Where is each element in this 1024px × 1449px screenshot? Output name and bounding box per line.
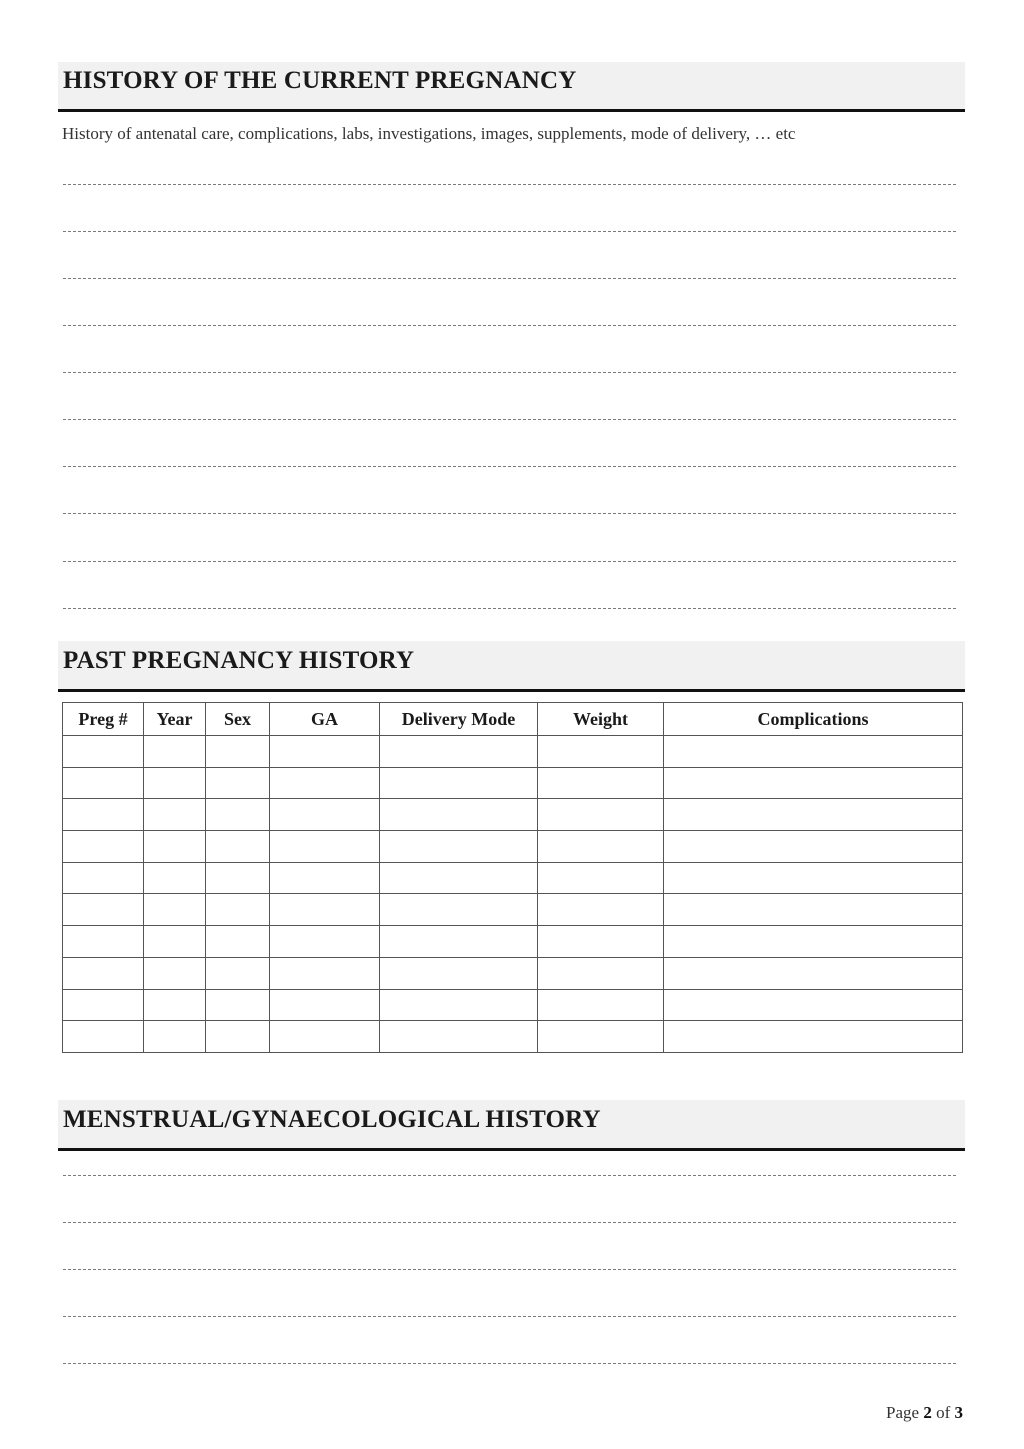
past-pregnancy-title: PAST PREGNANCY HISTORY [63, 647, 415, 674]
write-line[interactable] [63, 608, 956, 609]
past-pregnancy-header [58, 641, 965, 692]
column-header-complications: Complications [664, 703, 963, 736]
cell-delivery-mode[interactable] [380, 894, 538, 926]
cell-ga[interactable] [270, 894, 380, 926]
table-row [63, 767, 963, 799]
cell-sex[interactable] [206, 957, 270, 989]
write-line[interactable] [63, 419, 956, 420]
past-pregnancy-table [62, 702, 963, 1053]
cell-ga[interactable] [270, 862, 380, 894]
cell-complications[interactable] [664, 926, 963, 958]
cell-sex[interactable] [206, 799, 270, 831]
cell-preg[interactable] [63, 799, 144, 831]
cell-complications[interactable] [664, 831, 963, 863]
table-header-row [63, 703, 963, 736]
current-pregnancy-instruction: History of antenatal care, complications, labs, investigations, images, supplements, mode of delivery, … etc [62, 124, 796, 143]
cell-year[interactable] [144, 799, 206, 831]
cell-sex[interactable] [206, 926, 270, 958]
cell-ga[interactable] [270, 926, 380, 958]
column-header-year: Year [144, 703, 206, 736]
table-row [63, 957, 963, 989]
page-total: 3 [954, 1403, 963, 1422]
cell-sex[interactable] [206, 862, 270, 894]
cell-ga[interactable] [270, 989, 380, 1021]
cell-complications[interactable] [664, 894, 963, 926]
write-line[interactable] [63, 325, 956, 326]
column-header-ga: GA [270, 703, 380, 736]
write-line[interactable] [63, 1316, 956, 1317]
column-header-delivery-mode: Delivery Mode [380, 703, 538, 736]
cell-year[interactable] [144, 736, 206, 768]
write-line[interactable] [63, 1269, 956, 1270]
write-line[interactable] [63, 513, 956, 514]
write-line[interactable] [63, 1222, 956, 1223]
write-line[interactable] [63, 466, 956, 467]
cell-year[interactable] [144, 957, 206, 989]
write-line[interactable] [63, 231, 956, 232]
cell-delivery-mode[interactable] [380, 799, 538, 831]
cell-year[interactable] [144, 831, 206, 863]
cell-weight[interactable] [538, 894, 664, 926]
cell-preg[interactable] [63, 926, 144, 958]
cell-preg[interactable] [63, 862, 144, 894]
cell-preg[interactable] [63, 1021, 144, 1053]
table-row [63, 1021, 963, 1053]
cell-weight[interactable] [538, 831, 664, 863]
cell-year[interactable] [144, 767, 206, 799]
cell-ga[interactable] [270, 957, 380, 989]
cell-sex[interactable] [206, 894, 270, 926]
table-row [63, 799, 963, 831]
column-header-sex: Sex [206, 703, 270, 736]
cell-delivery-mode[interactable] [380, 862, 538, 894]
cell-complications[interactable] [664, 736, 963, 768]
cell-delivery-mode[interactable] [380, 736, 538, 768]
table-row [63, 894, 963, 926]
write-line[interactable] [63, 372, 956, 373]
cell-year[interactable] [144, 1021, 206, 1053]
column-header-weight: Weight [538, 703, 664, 736]
page-label: Page [886, 1403, 920, 1422]
write-line[interactable] [63, 561, 956, 562]
cell-weight[interactable] [538, 767, 664, 799]
write-line[interactable] [63, 184, 956, 185]
write-line[interactable] [63, 278, 956, 279]
cell-delivery-mode[interactable] [380, 831, 538, 863]
cell-sex[interactable] [206, 989, 270, 1021]
menstrual-title: MENSTRUAL/GYNAECOLOGICAL HISTORY [63, 1106, 601, 1133]
table-body [63, 736, 963, 1053]
cell-delivery-mode[interactable] [380, 926, 538, 958]
cell-complications[interactable] [664, 957, 963, 989]
cell-delivery-mode[interactable] [380, 957, 538, 989]
menstrual-header [58, 1100, 965, 1151]
page-of-label: of [936, 1403, 951, 1422]
cell-delivery-mode[interactable] [380, 1021, 538, 1053]
cell-ga[interactable] [270, 736, 380, 768]
cell-ga[interactable] [270, 831, 380, 863]
cell-weight[interactable] [538, 989, 664, 1021]
cell-complications[interactable] [664, 1021, 963, 1053]
cell-year[interactable] [144, 926, 206, 958]
page-current: 2 [923, 1403, 932, 1422]
cell-year[interactable] [144, 862, 206, 894]
cell-preg[interactable] [63, 894, 144, 926]
cell-weight[interactable] [538, 799, 664, 831]
cell-complications[interactable] [664, 767, 963, 799]
table-row [63, 862, 963, 894]
cell-preg[interactable] [63, 736, 144, 768]
current-pregnancy-title: HISTORY OF THE CURRENT PREGNANCY [63, 67, 577, 94]
cell-preg[interactable] [63, 767, 144, 799]
cell-weight[interactable] [538, 862, 664, 894]
cell-weight[interactable] [538, 957, 664, 989]
cell-year[interactable] [144, 894, 206, 926]
cell-year[interactable] [144, 989, 206, 1021]
write-line[interactable] [63, 1363, 956, 1364]
cell-preg[interactable] [63, 989, 144, 1021]
cell-weight[interactable] [538, 736, 664, 768]
cell-ga[interactable] [270, 767, 380, 799]
cell-complications[interactable] [664, 862, 963, 894]
cell-ga[interactable] [270, 799, 380, 831]
cell-weight[interactable] [538, 926, 664, 958]
table-row [63, 926, 963, 958]
cell-delivery-mode[interactable] [380, 989, 538, 1021]
cell-ga[interactable] [270, 1021, 380, 1053]
cell-sex[interactable] [206, 831, 270, 863]
cell-weight[interactable] [538, 1021, 664, 1053]
current-pregnancy-header [58, 62, 965, 112]
cell-complications[interactable] [664, 989, 963, 1021]
cell-delivery-mode[interactable] [380, 767, 538, 799]
page-number [886, 1403, 963, 1423]
cell-sex[interactable] [206, 1021, 270, 1053]
cell-sex[interactable] [206, 767, 270, 799]
table-row [63, 831, 963, 863]
cell-complications[interactable] [664, 799, 963, 831]
write-line[interactable] [63, 1175, 956, 1176]
column-header-preg-number: Preg # [63, 703, 144, 736]
table-row [63, 989, 963, 1021]
cell-sex[interactable] [206, 736, 270, 768]
cell-preg[interactable] [63, 957, 144, 989]
cell-preg[interactable] [63, 831, 144, 863]
table-row [63, 736, 963, 768]
